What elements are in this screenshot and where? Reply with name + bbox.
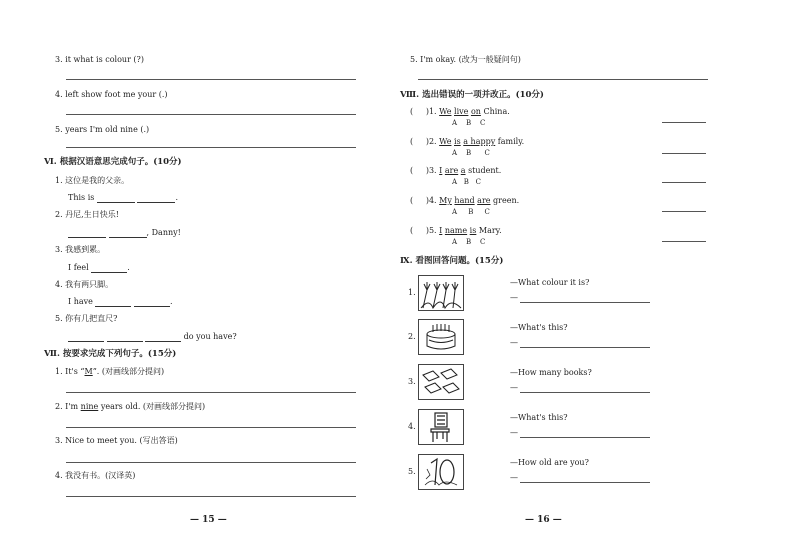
- abc-labels: A B C: [452, 149, 490, 157]
- books-icon: [418, 364, 464, 400]
- correction-line: [662, 182, 706, 183]
- answer-line: [66, 114, 356, 115]
- s8-row-4: ( )4. My hand are green.: [410, 196, 520, 205]
- s6-q5-en: do you have?: [68, 332, 237, 342]
- chair-icon: [418, 409, 464, 445]
- item-3: 3. it what is colour (?): [55, 55, 144, 64]
- s6-q2-cn: 2. 丹尼,生日快乐!: [55, 210, 119, 219]
- pic-1-question: —What colour it is?: [510, 278, 590, 287]
- pic-5-question: —How old are you?: [510, 458, 589, 467]
- answer-line: [66, 427, 356, 428]
- correction-line: [662, 241, 706, 242]
- item-5-right: 5. I'm okay. (改为一般疑问句): [410, 55, 521, 64]
- pic-5-answer-dash: —: [510, 473, 518, 482]
- pic-2-num: 2.: [408, 332, 416, 341]
- section-7-title: Ⅶ. 按要求完成下列句子。(15分): [44, 349, 177, 359]
- page-number: — 16 —: [525, 515, 562, 525]
- s6-q4-en: I have .: [68, 297, 173, 306]
- page-number: — 15 —: [190, 515, 227, 525]
- answer-line: [520, 302, 650, 303]
- s6-q1-en: This is .: [68, 193, 178, 202]
- s8-row-2: ( )2. We is a happy family.: [410, 137, 525, 146]
- s6-q3-en: I feel .: [68, 263, 130, 272]
- birthday-cake-icon: [418, 319, 464, 355]
- pic-5-num: 5.: [408, 467, 416, 476]
- pic-4-question: —What's this?: [510, 413, 568, 422]
- abc-labels: A B C: [452, 178, 481, 186]
- number-ten-icon: [418, 454, 464, 490]
- s7-q2: 2. I'm nine years old. (对画线部分提问): [55, 402, 206, 411]
- pic-1-answer-dash: —: [510, 293, 518, 302]
- correction-line: [662, 122, 706, 123]
- pic-2-answer-dash: —: [510, 338, 518, 347]
- correction-line: [662, 211, 706, 212]
- pic-3-question: —How many books?: [510, 368, 592, 377]
- s6-q4-cn: 4. 我有两只脚。: [55, 280, 114, 289]
- s8-row-5: ( )5. I name is Mary.: [410, 226, 502, 235]
- s7-q1: 1. It's “M”. (对画线部分提问): [55, 367, 165, 376]
- abc-labels: A B C: [452, 208, 490, 216]
- answer-line: [66, 79, 356, 80]
- answer-line: [520, 482, 650, 483]
- flowers-icon: [418, 275, 464, 311]
- answer-line: [520, 437, 650, 438]
- s6-q5-cn: 5. 你有几把直尺?: [55, 314, 118, 323]
- pic-2-question: —What's this?: [510, 323, 568, 332]
- pic-3-answer-dash: —: [510, 383, 518, 392]
- s6-q3-cn: 3. 我感到累。: [55, 245, 106, 254]
- answer-line: [66, 496, 356, 497]
- s7-q3: 3. Nice to meet you. (写出答语): [55, 436, 178, 445]
- answer-line: [520, 347, 650, 348]
- answer-line: [520, 392, 650, 393]
- answer-line: [418, 79, 708, 80]
- answer-line: [66, 392, 356, 393]
- abc-labels: A B C: [452, 119, 486, 127]
- item-4: 4. left show foot me your (.): [55, 90, 168, 99]
- s6-q2-en: , Danny!: [68, 228, 181, 238]
- s6-q1-cn: 1. 这位是我的父亲。: [55, 176, 130, 185]
- answer-line: [66, 462, 356, 463]
- section-8-title: Ⅷ. 选出错误的一项并改正。(10分): [400, 90, 544, 100]
- s8-row-3: ( )3. I are a student.: [410, 166, 502, 175]
- section-9-title: Ⅸ. 看图回答问题。(15分): [400, 256, 504, 266]
- pic-3-num: 3.: [408, 377, 416, 386]
- s7-q4: 4. 我没有书。(汉译英): [55, 471, 136, 480]
- abc-labels: A B C: [452, 238, 486, 246]
- s8-row-1: ( )1. We live on China.: [410, 107, 510, 116]
- right-page: [400, 0, 800, 560]
- answer-line: [66, 147, 356, 148]
- pic-4-num: 4.: [408, 422, 416, 431]
- pic-1-num: 1.: [408, 288, 416, 297]
- section-6-title: Ⅵ. 根据汉语意思完成句子。(10分): [44, 157, 182, 167]
- pic-4-answer-dash: —: [510, 428, 518, 437]
- correction-line: [662, 153, 706, 154]
- item-5: 5. years I'm old nine (.): [55, 125, 150, 134]
